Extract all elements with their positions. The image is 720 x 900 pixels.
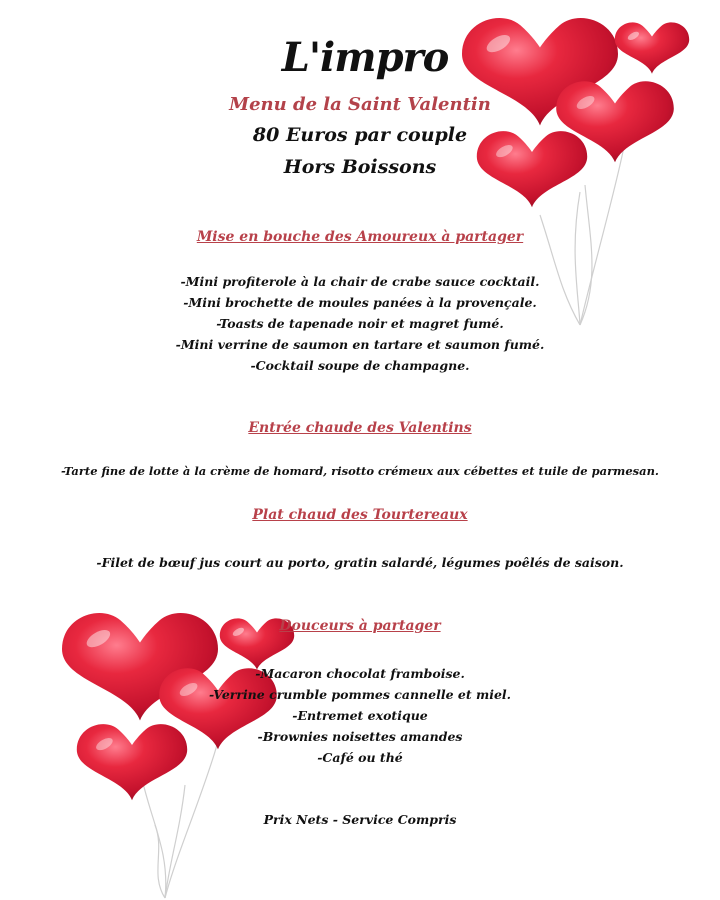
- section-items-entree: [0, 461, 720, 482]
- section-heading-entree: Entrée chaude des Valentins: [248, 420, 472, 436]
- menu-item: -Filet de bœuf jus court au porto, gratin salardé, légumes poêlés de saison.: [96, 555, 624, 570]
- section-items-amuse-bouche: [0, 271, 720, 376]
- menu-item: -Café ou thé: [317, 750, 403, 765]
- menu-item: -Toasts de tapenade noir et magret fumé.: [216, 316, 504, 331]
- drinks-note: Hors Boissons: [283, 156, 437, 178]
- menu-item: -Entremet exotique: [292, 708, 428, 723]
- price-note-footer: Prix Nets - Service Compris: [263, 812, 457, 827]
- menu-item: -Cocktail soupe de champagne.: [250, 358, 470, 373]
- section-items-dessert: [0, 663, 720, 768]
- restaurant-title: L'impro: [281, 34, 449, 81]
- menu-price: 80 Euros par couple: [252, 124, 468, 146]
- section-heading-plat: Plat chaud des Tourtereaux: [252, 507, 468, 523]
- menu-item: -Tarte fine de lotte à la crème de homard, risotto crémeux aux cébettes et tuile de parmesan.: [61, 464, 659, 478]
- menu-item: -Brownies noisettes amandes: [257, 729, 463, 744]
- section-heading-amuse-bouche: Mise en bouche des Amoureux à partager: [196, 229, 524, 245]
- menu-item: -Mini verrine de saumon en tartare et saumon fumé.: [175, 337, 545, 352]
- menu-subtitle: Menu de la Saint Valentin: [229, 94, 491, 115]
- menu-item: -Verrine crumble pommes cannelle et miel.: [208, 687, 512, 702]
- section-heading-dessert: Douceurs à partager: [279, 618, 441, 634]
- menu-item: -Mini brochette de moules panées à la provençale.: [183, 295, 537, 310]
- menu-item: -Mini profiterole à la chair de crabe sauce cocktail.: [180, 274, 540, 289]
- section-items-plat: [0, 552, 720, 573]
- menu-item: -Macaron chocolat framboise.: [255, 666, 465, 681]
